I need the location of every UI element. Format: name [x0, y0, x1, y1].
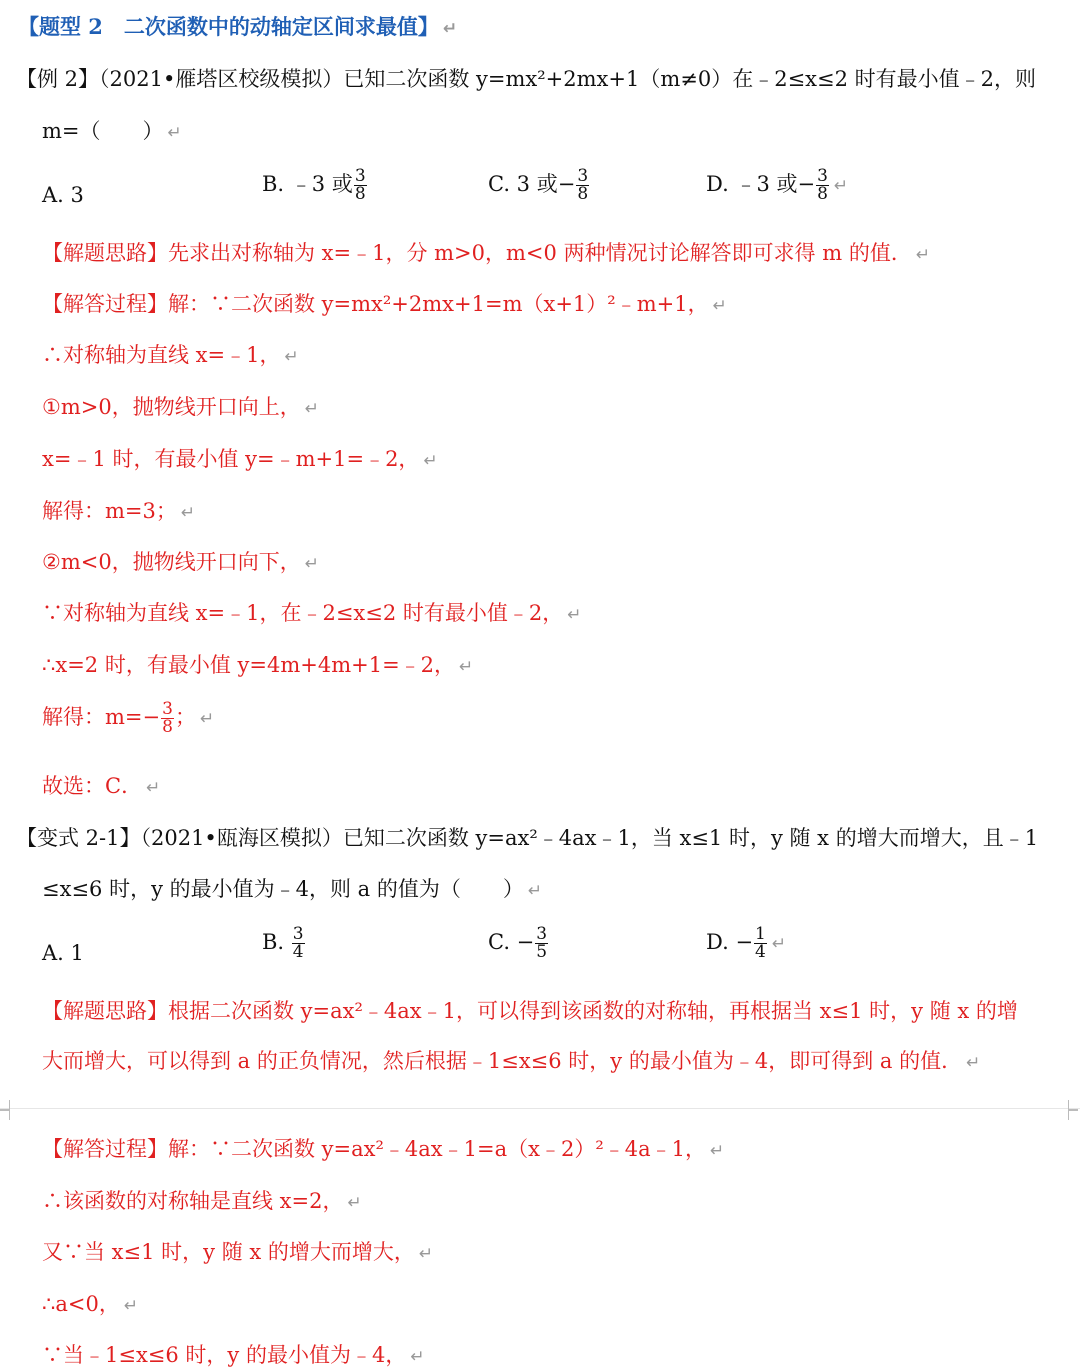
return-mark: ↵: [304, 554, 319, 574]
return-mark: ↵: [527, 881, 543, 901]
return-mark: ↵: [180, 503, 196, 523]
page-corner-right-bottom: [1068, 1110, 1078, 1120]
page-corner-left: [0, 1100, 10, 1110]
return-mark: ↵: [442, 19, 458, 39]
return-mark: ↵: [709, 1141, 725, 1161]
step-text: ∴该函数的对称轴是直线 x=2，: [42, 1189, 344, 1213]
ex2-option-a: [42, 180, 84, 210]
step-text: ①m>0，抛物线开口向上，: [42, 395, 301, 419]
var21-step-1: [42, 1186, 362, 1218]
step-text: 解得：m=3；: [42, 499, 177, 523]
process-text: 【解答过程】解：∵二次函数 y=mx²+2mx+1=m（x+1）²﹣m+1，: [42, 292, 709, 316]
fraction: [576, 168, 589, 203]
return-mark: ↵: [459, 657, 474, 677]
step-text: ∴x=2 时，有最小值 y=4m+4m+1=﹣2，: [42, 653, 456, 677]
return-mark: ↵: [123, 1296, 139, 1316]
fraction-numerator: 3: [354, 166, 366, 186]
ex2-option-d: [706, 168, 848, 203]
step-suffix: ；: [174, 705, 196, 729]
ex2-step-7: [42, 650, 473, 682]
return-mark: ↵: [915, 245, 931, 265]
fraction-numerator: 3: [817, 166, 828, 186]
step-text: ∵当﹣1≤x≤6 时，y 的最小值为﹣4，: [42, 1343, 407, 1367]
return-mark: ↵: [567, 605, 582, 625]
fraction-numerator: 3: [536, 924, 548, 944]
fraction: [292, 926, 305, 961]
return-mark: ↵: [284, 347, 299, 367]
ex2-idea: [42, 238, 930, 270]
fraction-denominator: 8: [354, 184, 366, 204]
option-b-text: B.: [262, 930, 285, 954]
ex2-step-9: [42, 771, 160, 803]
var21-idea-line2: [42, 1046, 980, 1078]
page-break: [0, 1108, 1080, 1109]
step-text: 解得：m=−: [42, 705, 161, 729]
return-mark: ↵: [199, 709, 215, 729]
return-mark: ↵: [304, 399, 319, 419]
return-mark: ↵: [423, 451, 438, 471]
option-d-text: D. −: [706, 930, 754, 954]
section-title-text: 【题型 2 二次函数中的动轴定区间求最值】: [18, 14, 439, 39]
ex2-step-3: [42, 444, 438, 476]
fraction-denominator: 8: [162, 717, 173, 737]
fraction: [161, 701, 174, 736]
page-corner-left-bottom: [0, 1110, 10, 1120]
fraction: [816, 168, 829, 203]
return-mark: ↵: [771, 934, 787, 954]
ex2-option-c: [488, 168, 590, 203]
option-a-text: A. 1: [42, 941, 84, 965]
return-mark: ↵: [966, 1053, 981, 1073]
step-text: 故选：C．: [42, 774, 143, 798]
step-text: 又∵当 x≤1 时，y 随 x 的增大而增大，: [42, 1240, 415, 1264]
return-mark: ↵: [418, 1244, 434, 1264]
var21-idea-line1: [42, 996, 1018, 1026]
step-text: ∴对称轴为直线 x=﹣1，: [42, 343, 281, 367]
return-mark: ↵: [712, 296, 727, 316]
option-d-text: D. ﹣3 或−: [706, 172, 816, 196]
var21-step-2: [42, 1237, 433, 1269]
fraction-denominator: 4: [292, 942, 304, 962]
fraction-denominator: 4: [755, 942, 766, 962]
ex2-stem-line1: [16, 64, 1036, 94]
option-c-text: C. −: [488, 930, 535, 954]
ex2-step-4: [42, 496, 195, 528]
return-mark: ↵: [347, 1193, 362, 1213]
idea-text: 【解题思路】根据二次函数 y=ax²﹣4ax﹣1，可以得到该函数的对称轴，再根据当 x≤1 时，y 随 x 的增: [42, 999, 1018, 1023]
ex2-step-2: [42, 392, 319, 424]
fraction: [354, 168, 367, 203]
fraction-numerator: 1: [755, 924, 766, 944]
process-text: 【解答过程】解：∵二次函数 y=ax²﹣4ax﹣1=a（x﹣2）²﹣4a﹣1，: [42, 1137, 706, 1161]
ex2-step-8: [42, 701, 214, 736]
ex2-process: [42, 289, 727, 321]
step-text: ∴a<0，: [42, 1292, 120, 1316]
option-b-text: B. ﹣3 或: [262, 172, 353, 196]
option-a-text: A. 3: [42, 183, 84, 207]
var21-stem-text: 【变式 2-1】（2021•瓯海区模拟）已知二次函数 y=ax²﹣4ax﹣1，当 x≤1 时，y 随 x 的增大而增大，且﹣1: [16, 826, 1039, 850]
var21-option-a: [42, 938, 84, 968]
var21-process: [42, 1134, 724, 1166]
fraction: [754, 926, 767, 961]
fraction: [535, 926, 548, 961]
return-mark: ↵: [833, 176, 849, 196]
var21-step-4: [42, 1340, 425, 1372]
idea-text: 【解题思路】先求出对称轴为 x=﹣1，分 m>0，m<0 两种情况讨论解答即可求得 m 的值．: [42, 241, 912, 265]
ex2-stem-text2: m=（ ）: [42, 119, 164, 143]
option-c-text: C. 3 或−: [488, 172, 576, 196]
fraction-numerator: 3: [162, 699, 173, 719]
fraction-denominator: 8: [577, 184, 589, 204]
var21-option-b: [262, 926, 306, 961]
var21-stem-text2: ≤x≤6 时，y 的最小值为﹣4，则 a 的值为（ ）: [42, 877, 524, 901]
ex2-stem-line2: [42, 116, 182, 148]
ex2-step-6: [42, 598, 582, 630]
return-mark: ↵: [167, 123, 182, 143]
var21-stem-line1: [16, 823, 1038, 853]
fraction-numerator: 3: [577, 166, 589, 186]
step-text: x=﹣1 时，有最小值 y=﹣m+1=﹣2，: [42, 447, 420, 471]
return-mark: ↵: [146, 778, 161, 798]
page-corner-right: [1068, 1100, 1078, 1110]
fraction-denominator: 8: [817, 184, 828, 204]
ex2-stem-text: 【例 2】（2021•雁塔区校级模拟）已知二次函数 y=mx²+2mx+1（m≠0）在﹣2≤x≤2 时有最小值﹣2，则: [16, 67, 1037, 91]
fraction-denominator: 5: [536, 942, 548, 962]
step-text: ②m<0，抛物线开口向下，: [42, 550, 301, 574]
ex2-step-1: [42, 340, 299, 372]
var21-stem-line2: [42, 874, 542, 906]
ex2-step-5: [42, 547, 319, 579]
step-text: ∵对称轴为直线 x=﹣1，在﹣2≤x≤2 时有最小值﹣2，: [42, 601, 564, 625]
var21-option-c: [488, 926, 549, 961]
idea-text2: 大而增大，可以得到 a 的正负情况，然后根据﹣1≤x≤6 时，y 的最小值为﹣4，即可得到 a 的值．: [42, 1049, 963, 1073]
return-mark: ↵: [410, 1347, 425, 1367]
section-title: [18, 12, 457, 44]
var21-step-3: [42, 1289, 138, 1321]
fraction-numerator: 3: [292, 924, 304, 944]
var21-option-d: [706, 926, 786, 961]
ex2-option-b: [262, 168, 368, 203]
